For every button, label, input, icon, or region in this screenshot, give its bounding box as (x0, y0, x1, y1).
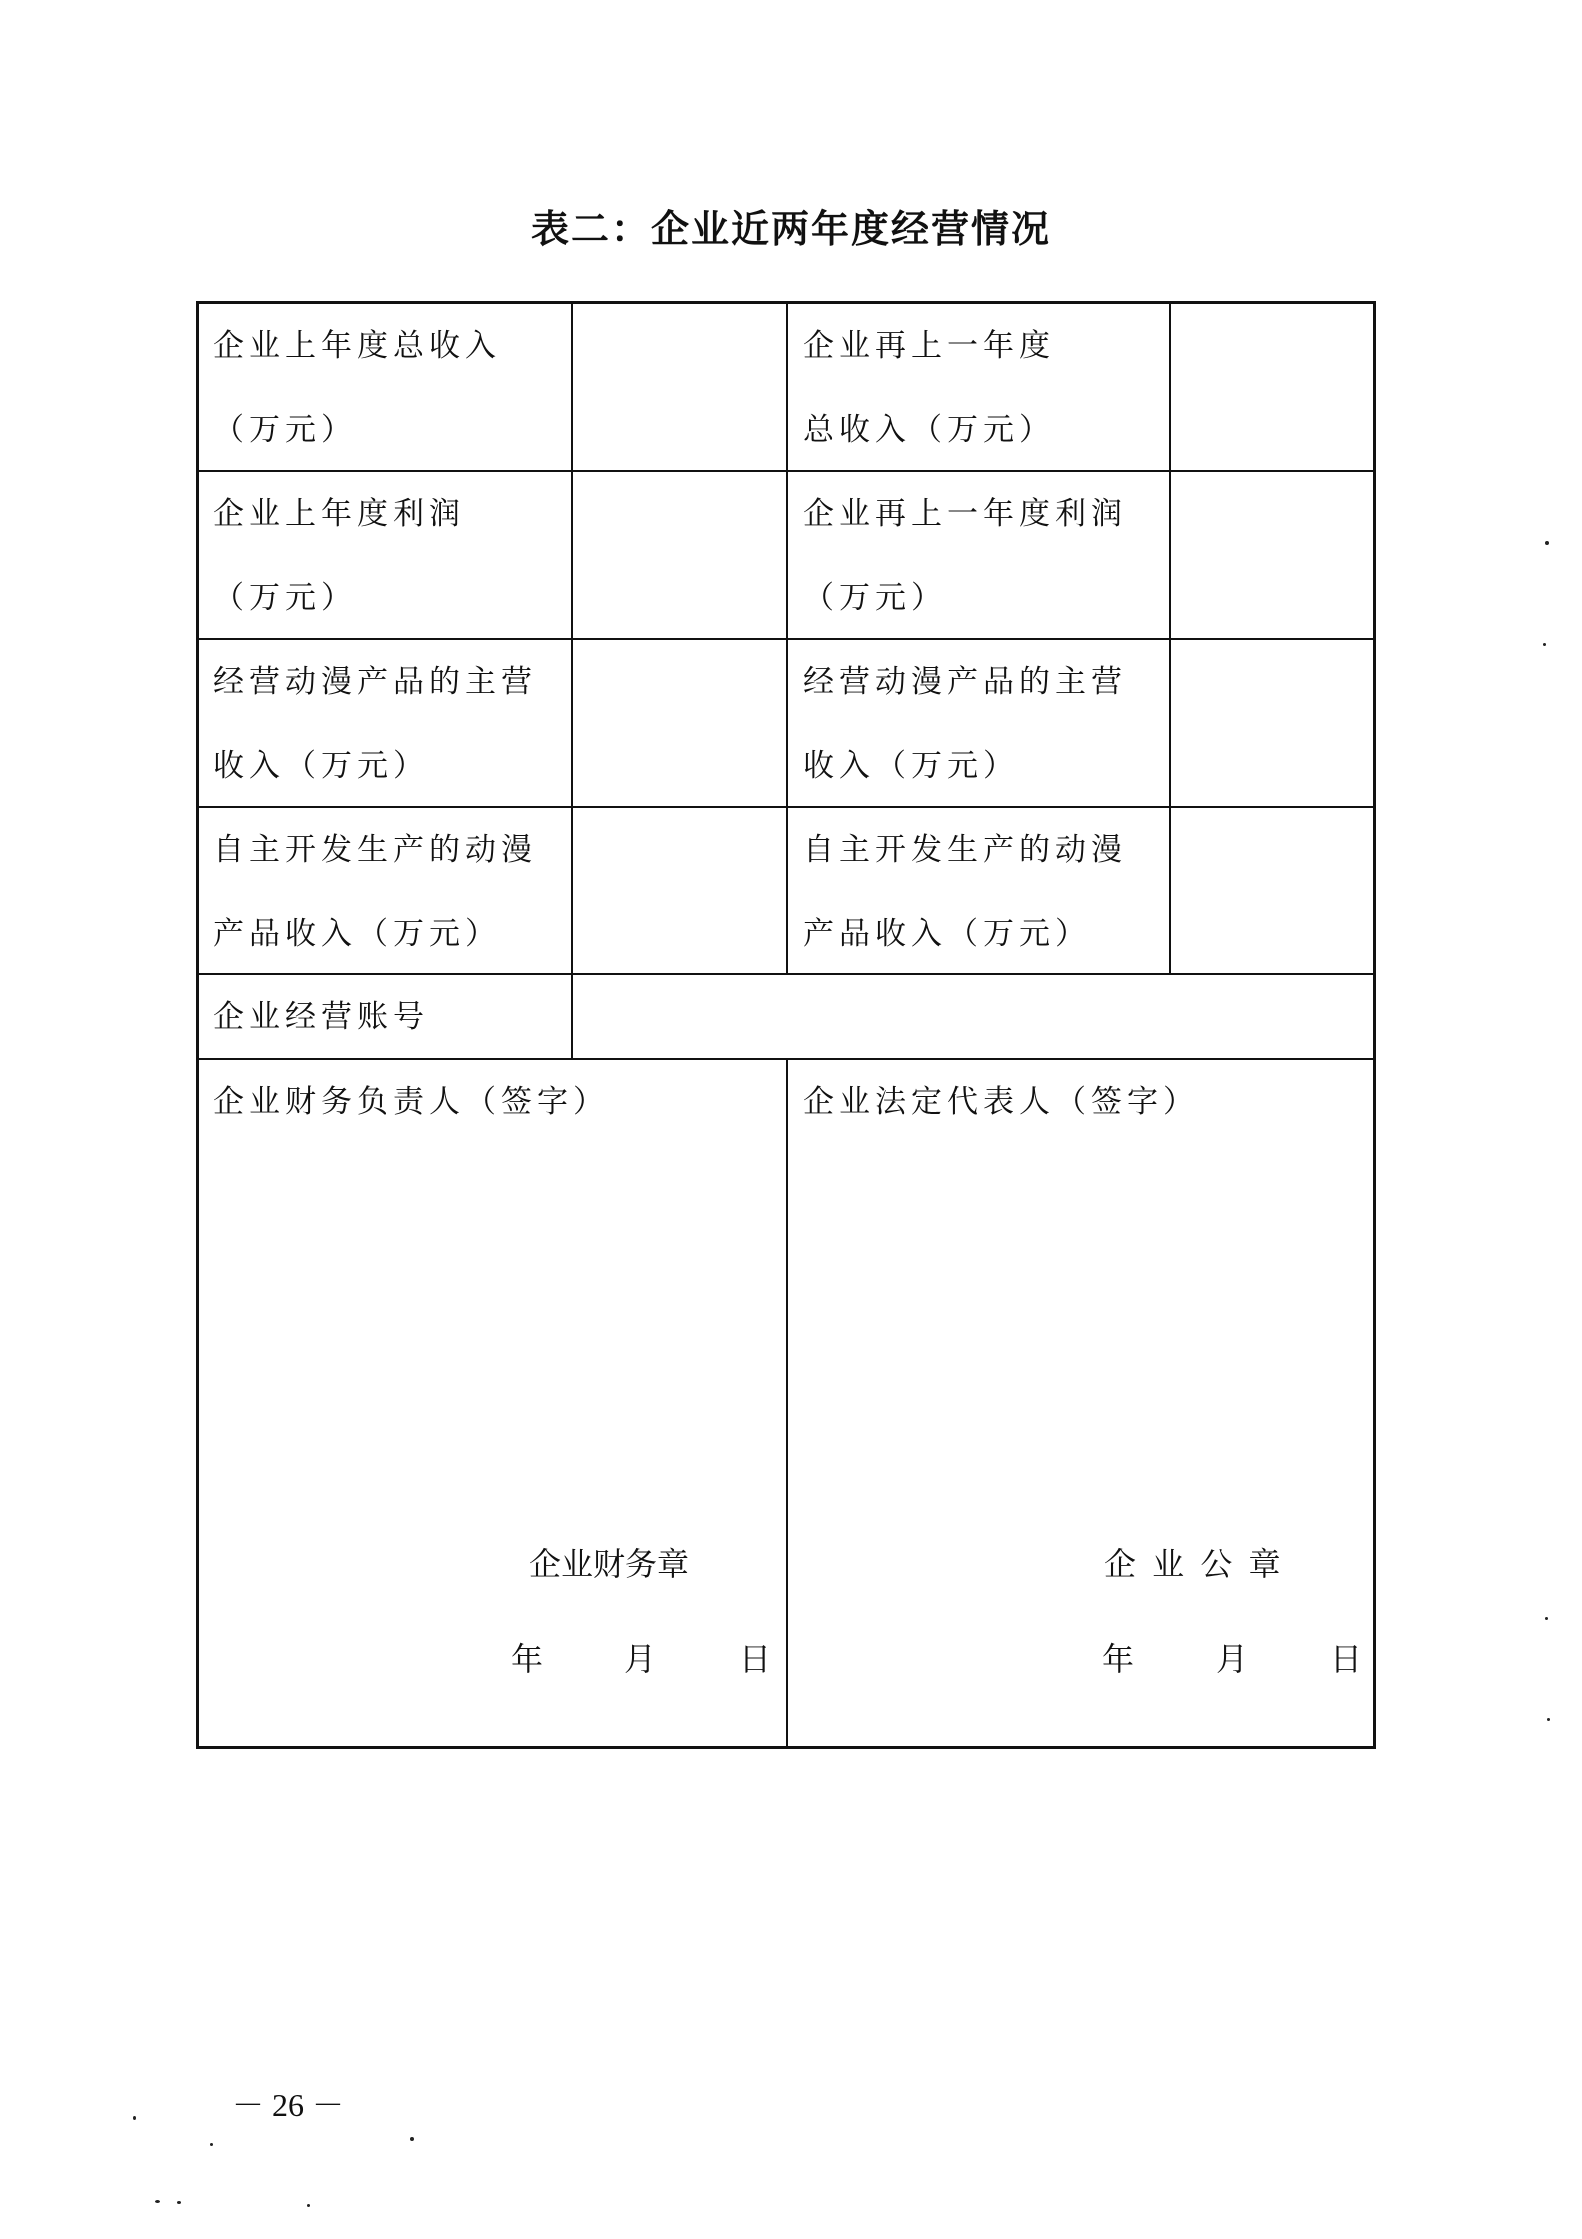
label-prior-year-profit-unit: （万元） (803, 580, 947, 616)
scan-speck (210, 2143, 213, 2146)
self-developed-revenue-prior-field[interactable] (1171, 808, 1376, 973)
page-title: 表二：企业近两年度经营情况 (530, 206, 1051, 251)
prior-year-revenue-field[interactable] (1171, 304, 1376, 470)
label-animation-main-revenue-unit: 收入（万元） (213, 748, 429, 784)
scan-speck (1543, 643, 1546, 646)
label-self-developed-revenue-prior: 自主开发生产的动漫 (803, 832, 1127, 868)
col-divider (786, 304, 788, 975)
label-animation-main-revenue: 经营动漫产品的主营 (213, 664, 537, 700)
label-self-developed-revenue-prior-unit: 产品收入（万元） (803, 916, 1091, 952)
finance-date-month: 月 (624, 1640, 657, 1678)
legal-rep-signature-area[interactable] (788, 1144, 1376, 1744)
animation-main-revenue-field[interactable] (573, 640, 786, 806)
label-prior-year-profit: 企业再上一年度利润 (803, 496, 1127, 532)
label-self-developed-revenue-unit: 产品收入（万元） (213, 916, 501, 952)
label-prior-year-revenue: 企业再上一年度 (803, 328, 1055, 364)
operations-table (196, 301, 1376, 1749)
label-prior-year-revenue-unit: 总收入（万元） (803, 412, 1055, 448)
label-last-year-revenue: 企业上年度总收入 (213, 328, 501, 364)
label-animation-main-revenue-prior: 经营动漫产品的主营 (803, 664, 1127, 700)
label-finance-signature: 企业财务负责人（签字） (213, 1084, 609, 1120)
self-developed-revenue-field[interactable] (573, 808, 786, 973)
scan-speck (155, 2200, 160, 2203)
legal-date-day: 日 (1330, 1640, 1363, 1678)
finance-seal-label: 企业财务章 (529, 1545, 690, 1583)
last-year-profit-field[interactable] (573, 472, 786, 638)
scan-speck (307, 2204, 310, 2207)
scan-speck (410, 2137, 414, 2141)
legal-date-month: 月 (1216, 1640, 1249, 1678)
animation-main-revenue-prior-field[interactable] (1171, 640, 1376, 806)
scan-speck (177, 2201, 181, 2204)
label-animation-main-revenue-prior-unit: 收入（万元） (803, 748, 1019, 784)
label-last-year-revenue-unit: （万元） (213, 412, 357, 448)
prior-year-profit-field[interactable] (1171, 472, 1376, 638)
page-number: － 26 － (232, 2087, 345, 2123)
legal-date-year: 年 (1102, 1640, 1135, 1678)
scan-speck (1545, 1617, 1548, 1620)
label-legal-rep-signature: 企业法定代表人（签字） (803, 1084, 1199, 1120)
scan-speck (133, 2116, 136, 2120)
last-year-revenue-field[interactable] (573, 304, 786, 470)
label-account: 企业经营账号 (213, 999, 429, 1035)
finance-date-day: 日 (739, 1640, 772, 1678)
label-last-year-profit-unit: （万元） (213, 580, 357, 616)
account-field[interactable] (573, 975, 1376, 1058)
label-self-developed-revenue: 自主开发生产的动漫 (213, 832, 537, 868)
scan-speck (1547, 1718, 1550, 1721)
finance-signature-area[interactable] (199, 1144, 786, 1744)
label-last-year-profit: 企业上年度利润 (213, 496, 465, 532)
company-seal-label: 企 业 公 章 (1104, 1545, 1281, 1583)
finance-date-year: 年 (511, 1640, 544, 1678)
scan-speck (1545, 541, 1549, 545)
